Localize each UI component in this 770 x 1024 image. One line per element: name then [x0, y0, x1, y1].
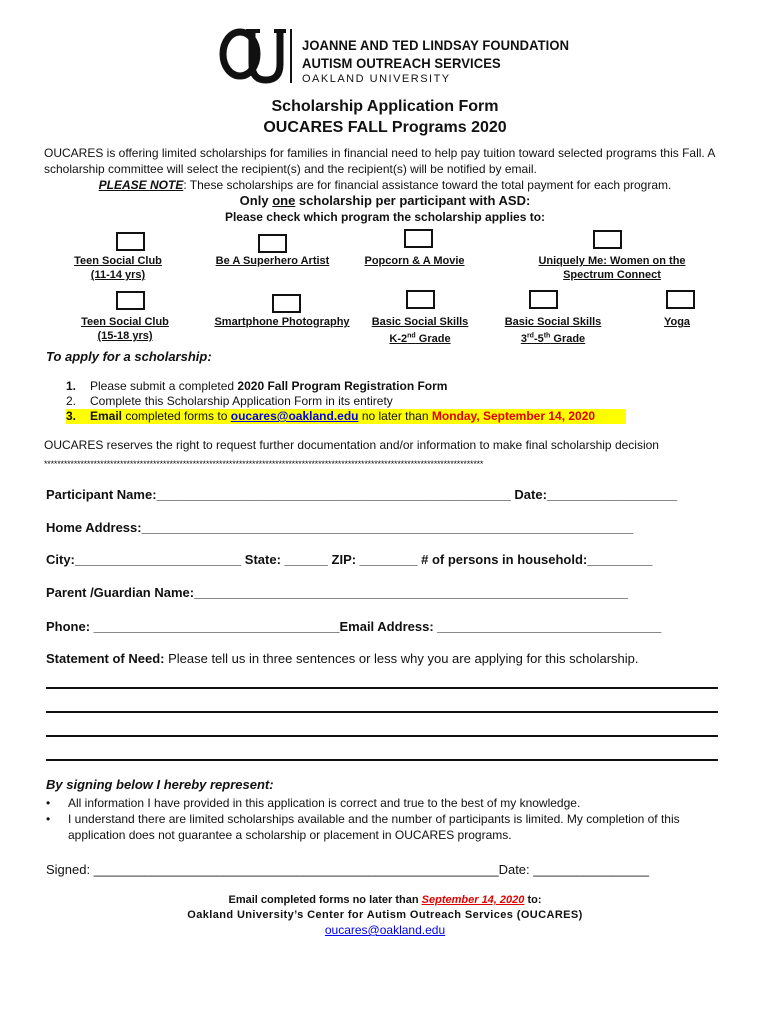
signing-heading: By signing below I hereby represent: — [46, 777, 274, 792]
rule-pre: Only — [239, 193, 273, 208]
need-line-1[interactable] — [46, 687, 718, 689]
program-label-superhero-artist: Be A Superhero Artist — [215, 255, 330, 267]
logo-divider — [290, 29, 292, 83]
program-label-smartphone-photography: Smartphone Photography — [214, 316, 350, 328]
org-name-line3: OAKLAND UNIVERSITY — [302, 73, 451, 85]
checkbox-uniquely-me[interactable] — [593, 230, 622, 249]
program-label-popcorn-movie: Popcorn & A Movie — [364, 255, 465, 267]
apply-steps — [66, 379, 626, 424]
org-name-line2: AUTISM OUTREACH SERVICES — [302, 55, 501, 71]
footer-org-name: Oakland University’s Center for Autism Outreach Services (OUCARES) — [187, 909, 583, 921]
program-label-basic-social-3-5: Basic Social Skills 3rd-5th Grade — [504, 316, 602, 345]
program-label-basic-social-k2: Basic Social Skills K-2nd Grade — [371, 316, 469, 345]
checkbox-superhero-artist[interactable] — [258, 234, 287, 253]
checkbox-yoga[interactable] — [666, 290, 695, 309]
rule-underlined: one — [272, 193, 296, 208]
ou-logo-icon — [218, 24, 288, 88]
checkbox-smartphone-photography[interactable] — [272, 294, 301, 313]
signing-bullet-2: • I understand there are limited scholarships available and the number of participants is limited. My completion of this application does not guarantee a scholarship or placement in OUCARES programs. — [46, 812, 680, 842]
phone-email-field[interactable]: Phone: __________________________________Email Address: _______________________________ — [46, 619, 662, 634]
program-label-uniquely-me: Uniquely Me: Women on the Spectrum Connect — [538, 255, 686, 281]
program-label-teen-social-15-18: Teen Social Club (15-18 yrs) — [81, 316, 169, 342]
form-subtitle: OUCARES FALL Programs 2020 — [263, 119, 507, 136]
step-2: 2. Complete this Scholarship Application Form in its entirety — [66, 394, 393, 408]
need-line-2[interactable] — [46, 711, 718, 713]
participant-name-field[interactable]: Participant Name:_________________________________________________ Date:__________________ — [46, 487, 678, 502]
check-program-instruction: Please check which program the scholarship applies to: — [224, 210, 546, 224]
apply-heading: To apply for a scholarship: — [46, 349, 212, 364]
rule-post: scholarship per participant with ASD: — [295, 193, 531, 208]
step-1: 1. Please submit a completed 2020 Fall Program Registration Form — [66, 379, 448, 393]
checkbox-basic-social-k2[interactable] — [406, 290, 435, 309]
intro-paragraph: OUCARES is offering limited scholarships for families in financial need to help pay tuition toward selected programs this Fall. A scholarship committee will select the recipient(s) and the recipient(s) will be notified by email. — [44, 146, 715, 176]
program-label-yoga: Yoga — [663, 316, 691, 328]
please-note-text: : These scholarships are for financial assistance toward the total payment for each program. — [183, 178, 672, 192]
home-address-field[interactable]: Home Address:____________________________________________________________________ — [46, 520, 634, 535]
org-name-line1: JOANNE AND TED LINDSAY FOUNDATION — [302, 37, 570, 53]
signature-date-field[interactable]: Signed: ________________________________________________________Date: ________________ — [46, 862, 649, 877]
checkbox-teen-social-15-18[interactable] — [116, 291, 145, 310]
one-scholarship-rule — [0, 193, 770, 208]
checkbox-basic-social-3-5[interactable] — [529, 290, 558, 309]
footer-email-instruction: Email completed forms no later than September 14, 2020 to: — [228, 894, 542, 906]
need-line-3[interactable] — [46, 735, 718, 737]
checkbox-teen-social-11-14[interactable] — [116, 232, 145, 251]
program-label-teen-social-11-14: Teen Social Club (11-14 yrs) — [74, 255, 162, 281]
form-title: Scholarship Application Form — [271, 98, 499, 115]
signing-bullets — [46, 795, 726, 843]
guardian-name-field[interactable]: Parent /Guardian Name:____________________________________________________________ — [46, 585, 628, 600]
need-line-4[interactable] — [46, 759, 718, 761]
step-3: 3. Email completed forms to oucares@oakland.edu no later than Monday, September 14, 2020 — [66, 409, 626, 424]
city-state-zip-field[interactable]: City:_______________________ State: ______ ZIP: ________ # of persons in household:_________ — [46, 552, 653, 567]
header-logo — [218, 24, 570, 88]
please-note — [0, 178, 770, 192]
reserves-statement: OUCARES reserves the right to request further documentation and/or information to make final scholarship decision — [44, 438, 659, 452]
checkbox-popcorn-movie[interactable] — [404, 229, 433, 248]
signing-bullet-1: • All information I have provided in this application is correct and true to the best of my knowledge. — [46, 796, 581, 810]
step3-email-link[interactable]: oucares@oakland.edu — [230, 409, 359, 423]
separator-stars: ************************************************************************************************************************************* — [44, 459, 484, 469]
statement-of-need: Statement of Need: Please tell us in three sentences or less why you are applying for this scholarship. — [46, 651, 639, 666]
please-note-label: PLEASE NOTE — [98, 178, 184, 192]
footer-email-wrap — [0, 923, 770, 939]
footer-email-link[interactable]: oucares@oakland.edu — [324, 923, 446, 937]
